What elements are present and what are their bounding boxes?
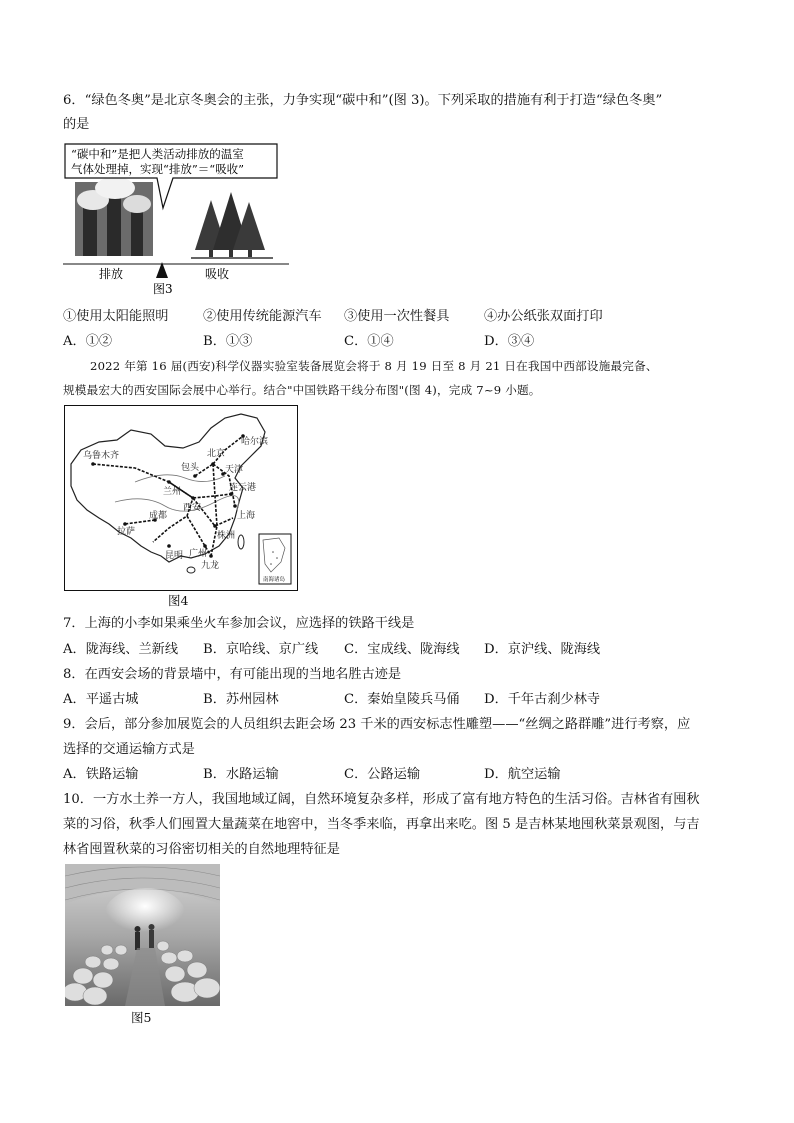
q6-stem-line2: 的是 xyxy=(63,117,90,132)
q6-item-4: ④办公纸张双面打印 xyxy=(484,309,603,324)
q7-option-b: B．京哈线、京广线 xyxy=(203,642,319,657)
q6-option-a: A．①② xyxy=(63,334,113,349)
figure-3-caption: 图3 xyxy=(153,282,173,296)
china-railway-map xyxy=(65,406,296,589)
q7-option-c: C．宝成线、陇海线 xyxy=(344,642,460,657)
bubble-text-1: “碳中和”是把人类活动排放的温室 xyxy=(71,147,244,161)
city-urumqi: 乌鲁木齐 xyxy=(83,451,120,461)
city-beijing: 北京 xyxy=(207,449,226,459)
q8-option-a: A．平遥古城 xyxy=(63,692,139,707)
city-lianyungang: 连云港 xyxy=(229,483,257,493)
q10-stem-line1: 10．一方水土养一方人，我国地域辽阔，自然环境复杂多样，形成了富有地方特色的生活习俗。吉林省有囤秋 xyxy=(63,792,700,807)
bubble-text-2: 气体处理掉，实现“排放”＝“吸收” xyxy=(71,162,245,176)
q6-item-3: ③使用一次性餐具 xyxy=(344,309,450,324)
q8-option-c: C．秦始皇陵兵马俑 xyxy=(344,692,460,707)
city-kunming: 昆明 xyxy=(165,551,184,561)
city-harbin: 哈尔滨 xyxy=(241,437,269,447)
label-emit: 排放 xyxy=(99,267,124,281)
city-zhuzhou: 株洲 xyxy=(217,531,236,541)
city-baotou: 包头 xyxy=(181,463,200,473)
q7-stem: 7．上海的小李如果乘坐火车参加会议，应选择的铁路干线是 xyxy=(63,616,415,631)
trees-image xyxy=(191,192,273,258)
q10-stem-line2: 菜的习俗，秋季人们囤置大量蔬菜在地窖中，当冬季来临，再拿出来吃。图 5 是吉林某地囤秋菜景观图，与吉 xyxy=(63,817,700,832)
figure-4-map xyxy=(64,405,298,591)
q6-option-b: B．①③ xyxy=(203,334,253,349)
q8-option-b: B．苏州园林 xyxy=(203,692,279,707)
q9-option-d: D．航空运输 xyxy=(484,767,561,782)
intro-line1: 2022 年第 16 届(西安)科学仪器实验室装备展览会将于 8 月 19 日至 8 月 21 日在我国中西部设施最完备、 xyxy=(90,359,658,373)
city-lhasa: 拉萨 xyxy=(117,527,136,537)
city-guangzhou: 广州 xyxy=(189,549,208,559)
figure-5-caption: 图5 xyxy=(131,1010,152,1025)
city-shanghai: 上海 xyxy=(237,511,256,521)
q8-option-d: D．千年古刹少林寺 xyxy=(484,692,601,707)
city-tianjin: 天津 xyxy=(225,465,244,475)
figure-3 xyxy=(63,140,293,300)
q9-option-c: C．公路运输 xyxy=(344,767,421,782)
carbon-neutral-illustration xyxy=(63,140,293,300)
city-xian: 西安 xyxy=(183,503,202,513)
city-lanzhou: 兰州 xyxy=(163,487,182,497)
city-kowloon: 九龙 xyxy=(201,561,220,571)
q9-stem-line1: 9．会后，部分参加展览会的人员组织去距会场 23 千米的西安标志性雕塑——“丝绸之路群雕”进行考察，应 xyxy=(63,717,691,732)
figure-4-caption: 图4 xyxy=(168,593,189,608)
q9-option-b: B．水路运输 xyxy=(203,767,279,782)
city-chengdu: 成都 xyxy=(149,511,168,521)
q7-option-d: D．京沪线、陇海线 xyxy=(484,642,601,657)
q10-stem-line3: 林省囤置秋菜的习俗密切相关的自然地理特征是 xyxy=(63,842,340,857)
figure-5-photo xyxy=(65,864,220,1006)
inset-label: 南海诸岛 xyxy=(263,577,286,583)
q6-item-2: ②使用传统能源汽车 xyxy=(203,309,322,324)
q8-stem: 8．在西安会场的背景墙中，有可能出现的当地名胜古迹是 xyxy=(63,667,402,682)
q9-option-a: A．铁路运输 xyxy=(63,767,139,782)
cellar-vegetables-image xyxy=(65,864,220,1006)
q6-option-d: D．③④ xyxy=(484,334,535,349)
q9-stem-line2: 选择的交通运输方式是 xyxy=(63,742,195,757)
q6-option-c: C．①④ xyxy=(344,334,394,349)
q7-option-a: A．陇海线、兰新线 xyxy=(63,642,179,657)
q6-stem-line1: 6．“绿色冬奥”是北京冬奥会的主张，力争实现“碳中和”(图 3)。下列采取的措施有利于打造“绿色冬奥” xyxy=(63,93,663,108)
q6-item-1: ①使用太阳能照明 xyxy=(63,309,169,324)
label-absorb: 吸收 xyxy=(205,267,230,281)
intro-line2: 规模最宏大的西安国际会展中心举行。结合"中国铁路干线分布图"(图 4)，完成 7~9 小题。 xyxy=(63,383,541,397)
